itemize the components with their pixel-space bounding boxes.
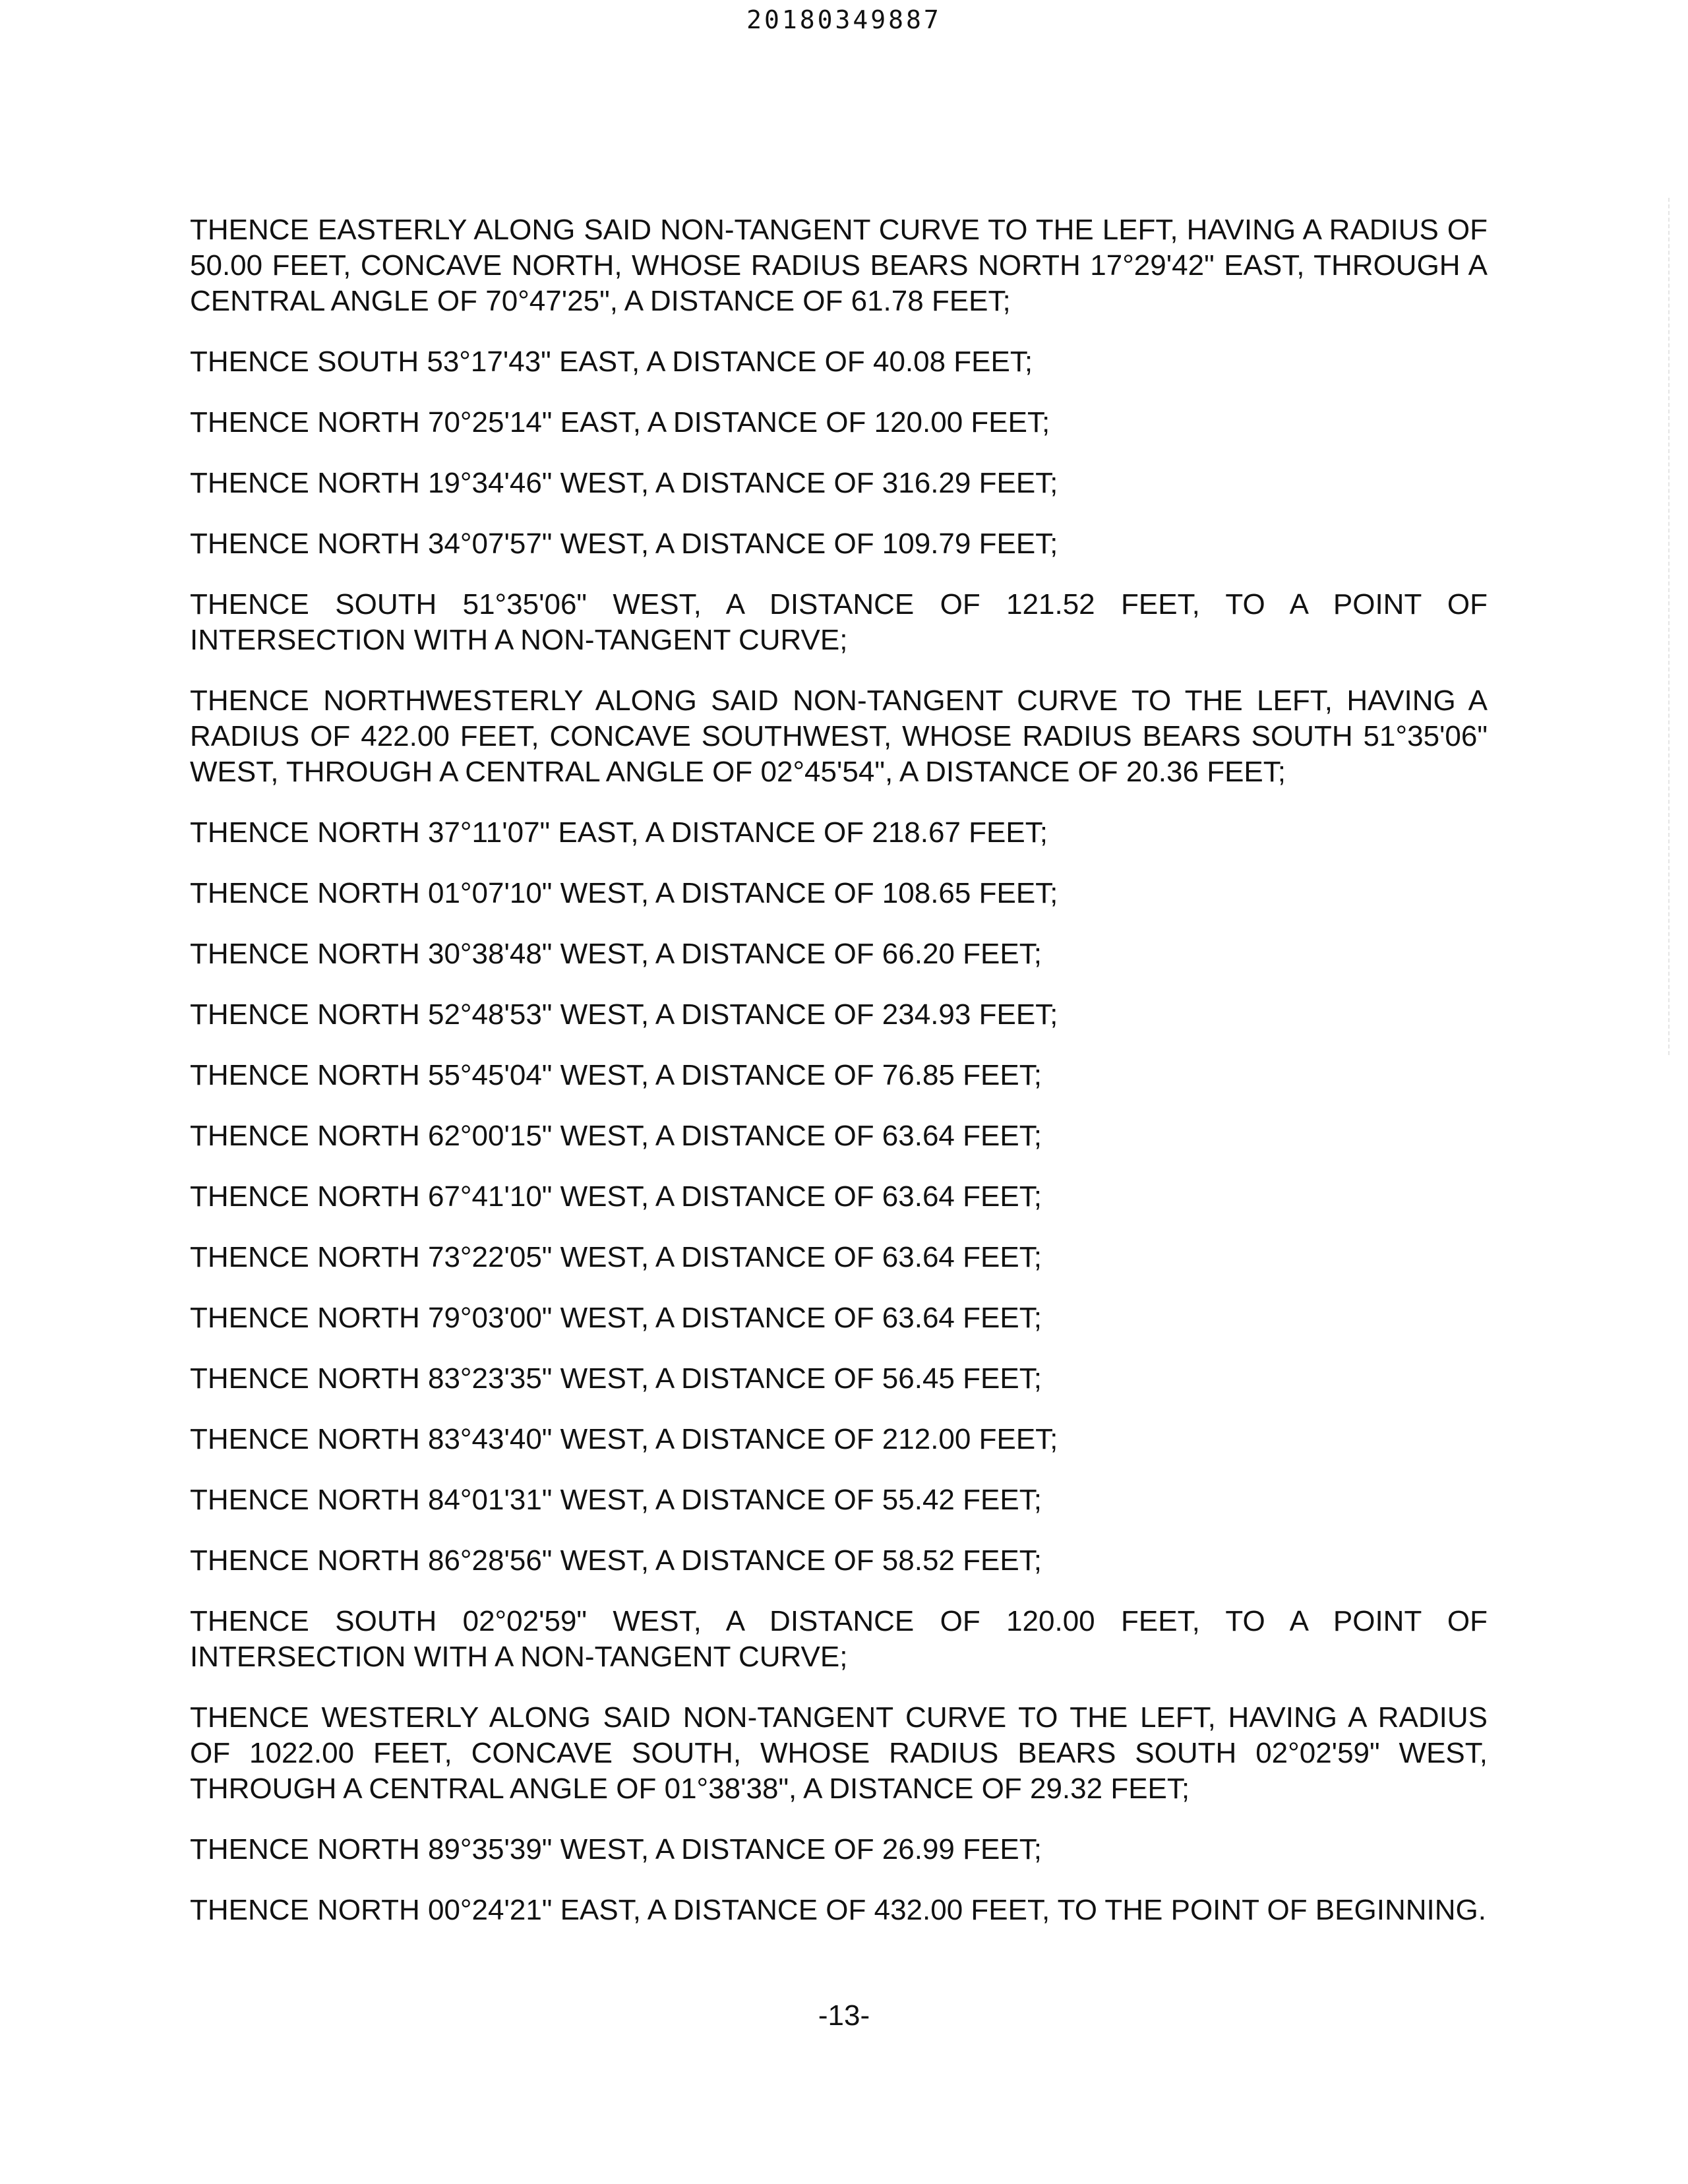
course-paragraph-24: THENCE NORTH 00°24'21" EAST, A DISTANCE OF 432.00 FEET, TO THE POINT OF BEGINNING. [190,1894,1486,1926]
document-number: 20180349887 [746,5,942,34]
course-paragraph-14: THENCE NORTH 67°41'10" WEST, A DISTANCE OF 63.64 FEET; [190,1180,1042,1213]
course-paragraph-11: THENCE NORTH 52°48'53" WEST, A DISTANCE OF 234.93 FEET; [190,998,1058,1031]
course-paragraph-5: THENCE NORTH 34°07'57" WEST, A DISTANCE OF 109.79 FEET; [190,528,1058,560]
course-paragraph-19: THENCE NORTH 84°01'31" WEST, A DISTANCE OF 55.42 FEET; [190,1484,1042,1516]
course-paragraph-17: THENCE NORTH 83°23'35" WEST, A DISTANCE OF 56.45 FEET; [190,1362,1042,1395]
course-paragraph-4: THENCE NORTH 19°34'46" WEST, A DISTANCE OF 316.29 FEET; [190,467,1058,499]
course-paragraph-23: THENCE NORTH 89°35'39" WEST, A DISTANCE OF 26.99 FEET; [190,1833,1042,1866]
course-paragraph-22: THENCE WESTERLY ALONG SAID NON-TANGENT CURVE TO THE LEFT, HAVING A RADIUS OF 1022.00 FEET, CONCAVE SOUTH, WHOSE RADIUS BEARS SOUTH 02°02'59" WEST, THROUGH A CENTRAL ANGLE OF 01°38'38", A DISTANCE OF 29.32 FEET; [190,1701,1488,1805]
course-paragraph-9: THENCE NORTH 01°07'10" WEST, A DISTANCE OF 108.65 FEET; [190,877,1058,909]
course-paragraph-7: THENCE NORTHWESTERLY ALONG SAID NON-TANGENT CURVE TO THE LEFT, HAVING A RADIUS OF 422.00 FEET, CONCAVE SOUTHWEST, WHOSE RADIUS BEARS SOUTH 51°35'06" WEST, THROUGH A CENTRAL ANGLE OF 02°45'54", A DISTANCE OF 20.36 FEET; [190,684,1488,788]
course-paragraph-16: THENCE NORTH 79°03'00" WEST, A DISTANCE OF 63.64 FEET; [190,1302,1042,1334]
legal-description-body [190,212,1488,1953]
course-paragraph-10: THENCE NORTH 30°38'48" WEST, A DISTANCE OF 66.20 FEET; [190,938,1042,970]
page-number: -13- [818,1999,870,2032]
course-paragraph-3: THENCE NORTH 70°25'14" EAST, A DISTANCE OF 120.00 FEET; [190,406,1050,439]
course-paragraph-13: THENCE NORTH 62°00'15" WEST, A DISTANCE OF 63.64 FEET; [190,1120,1042,1152]
scan-artifact-marks [1666,198,1670,1055]
course-paragraph-18: THENCE NORTH 83°43'40" WEST, A DISTANCE OF 212.00 FEET; [190,1423,1058,1455]
course-paragraph-20: THENCE NORTH 86°28'56" WEST, A DISTANCE OF 58.52 FEET; [190,1544,1042,1577]
course-paragraph-21: THENCE SOUTH 02°02'59" WEST, A DISTANCE OF 120.00 FEET, TO A POINT OF INTERSECTION WITH A NON-TANGENT CURVE; [190,1605,1488,1673]
course-paragraph-2: THENCE SOUTH 53°17'43" EAST, A DISTANCE OF 40.08 FEET; [190,346,1033,378]
course-paragraph-15: THENCE NORTH 73°22'05" WEST, A DISTANCE OF 63.64 FEET; [190,1241,1042,1273]
course-paragraph-6: THENCE SOUTH 51°35'06" WEST, A DISTANCE OF 121.52 FEET, TO A POINT OF INTERSECTION WITH A NON-TANGENT CURVE; [190,588,1488,656]
course-paragraph-12: THENCE NORTH 55°45'04" WEST, A DISTANCE OF 76.85 FEET; [190,1059,1042,1091]
course-paragraph-8: THENCE NORTH 37°11'07" EAST, A DISTANCE OF 218.67 FEET; [190,816,1048,849]
course-paragraph-1: THENCE EASTERLY ALONG SAID NON-TANGENT CURVE TO THE LEFT, HAVING A RADIUS OF 50.00 FEET, CONCAVE NORTH, WHOSE RADIUS BEARS NORTH 17°29'42" EAST, THROUGH A CENTRAL ANGLE OF 70°47'25", A DISTANCE OF 61.78 FEET; [190,214,1488,317]
